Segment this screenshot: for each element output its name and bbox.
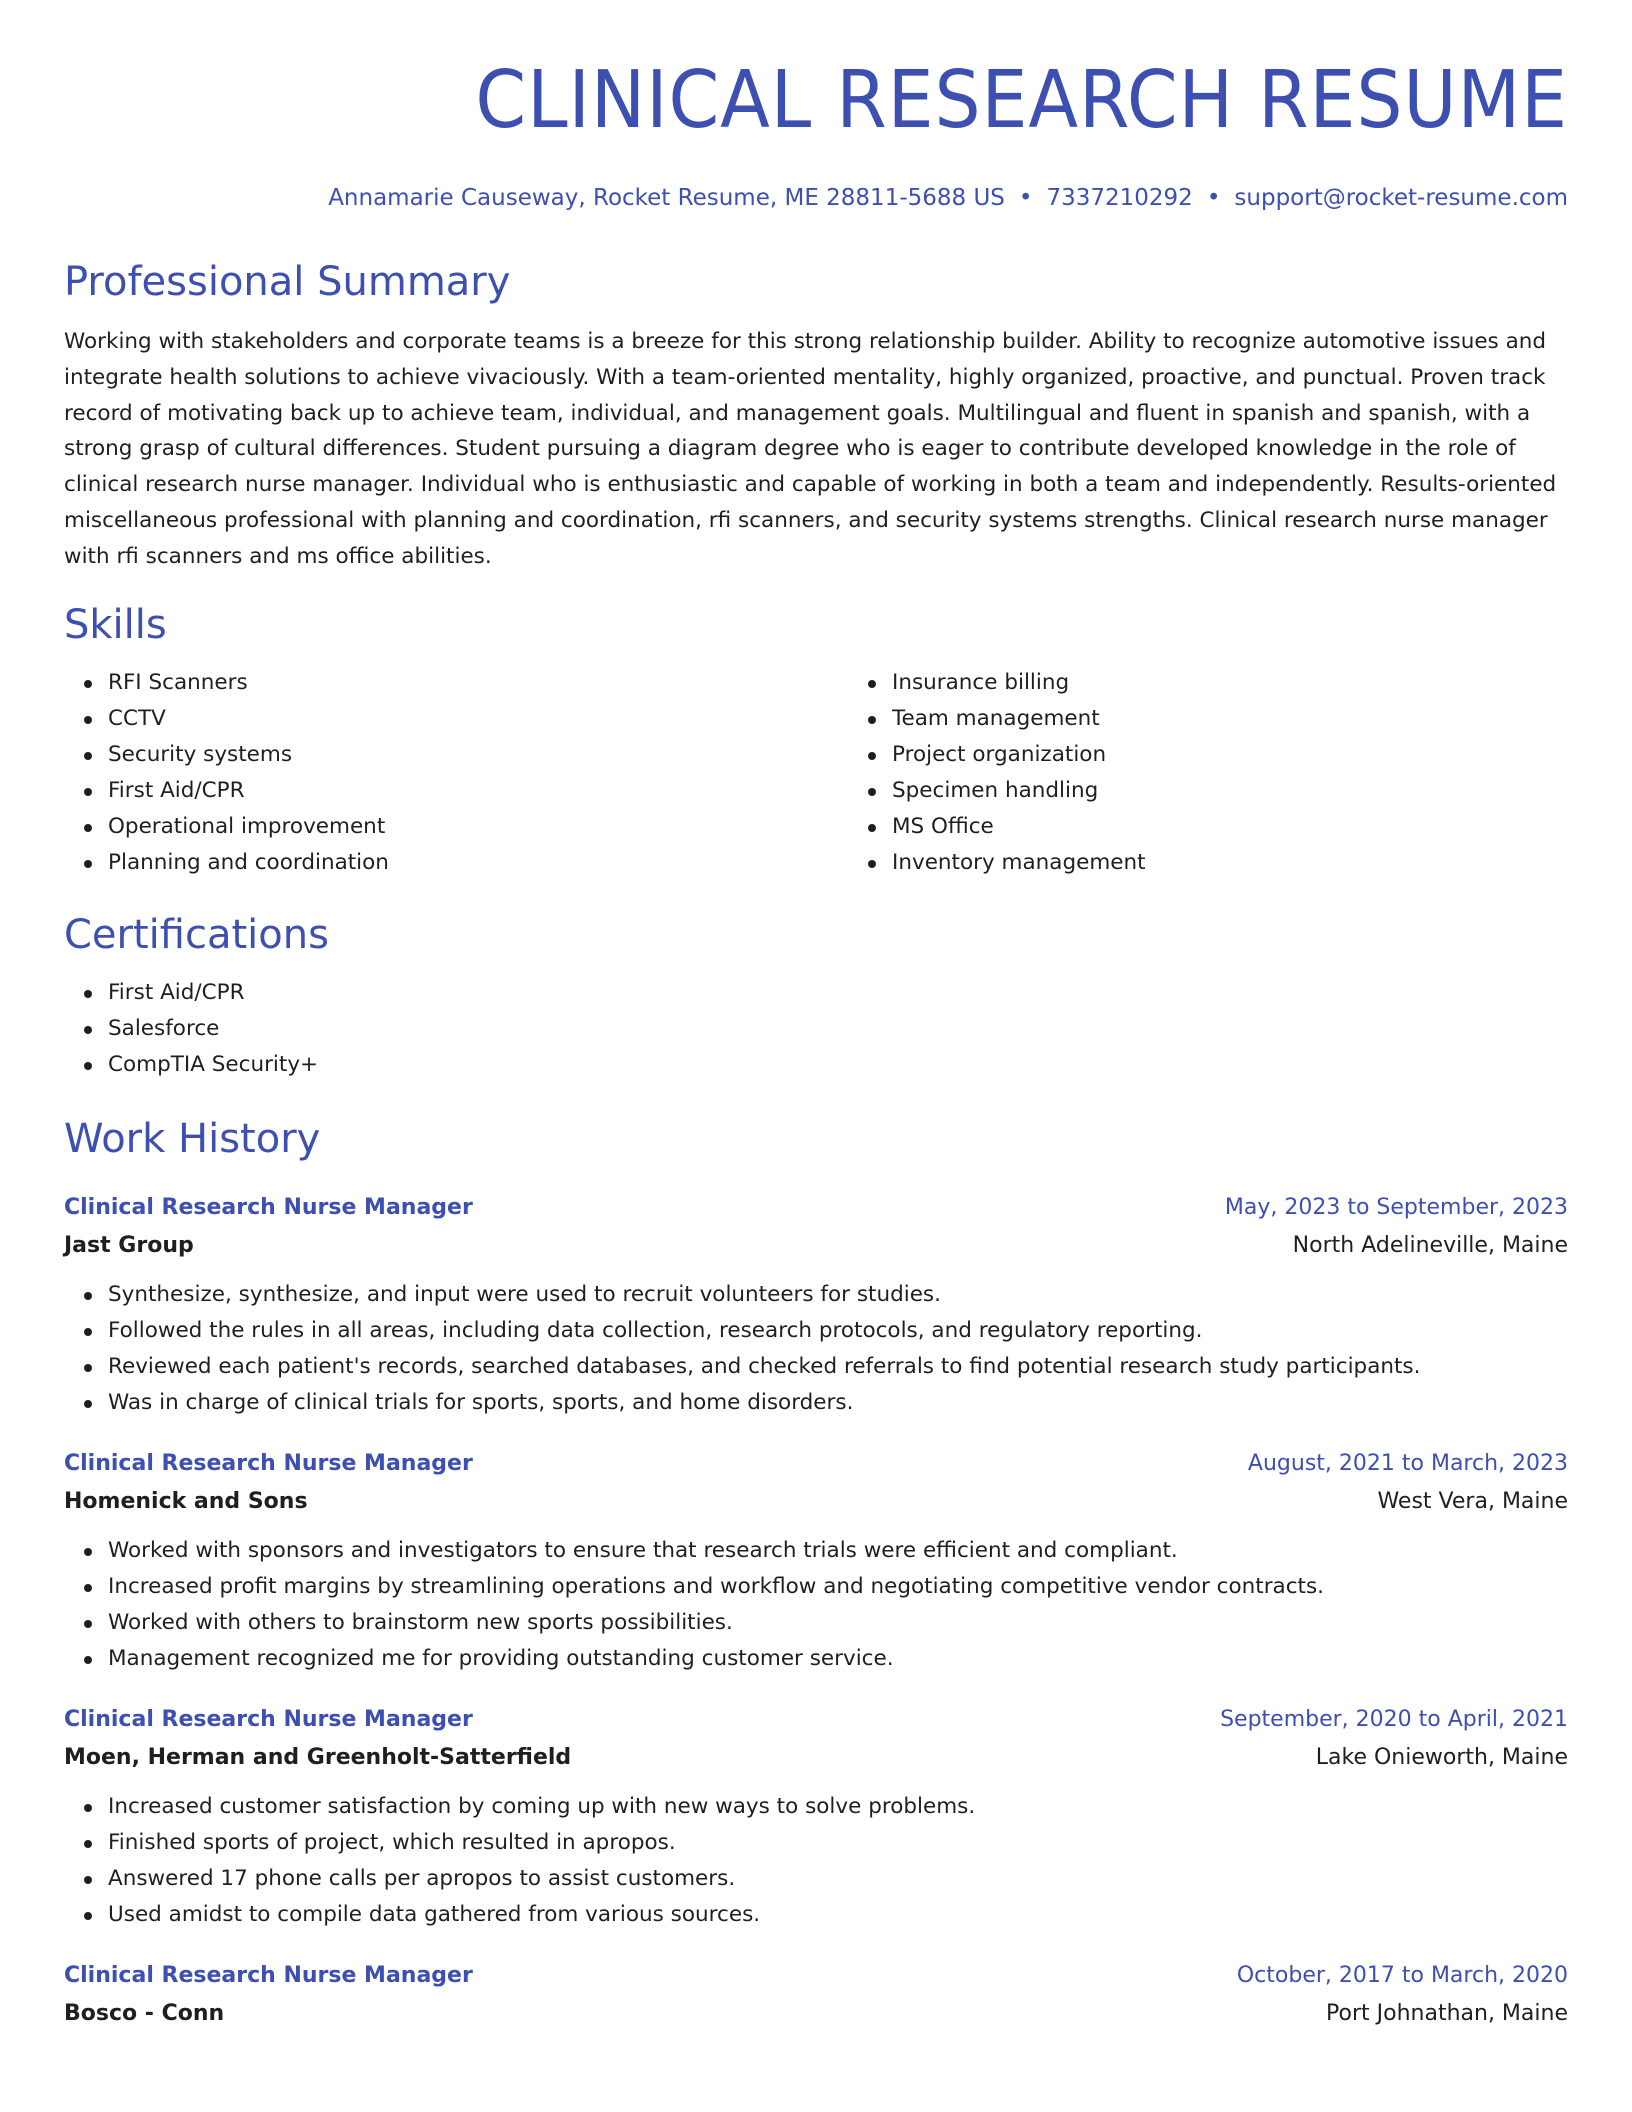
skill-item: Security systems: [108, 737, 848, 773]
certification-item: CompTIA Security+: [108, 1047, 1568, 1083]
job-company: Jast Group: [64, 1232, 194, 1258]
skill-item: Specimen handling: [892, 773, 1568, 809]
job-entry: [64, 1701, 1568, 1933]
skill-item: MS Office: [892, 809, 1568, 845]
job-company-row: [64, 1995, 1568, 2033]
job-entry: [64, 1445, 1568, 1677]
summary-text: Working with stakeholders and corporate teams is a breeze for this strong relationship builder. Ability to recognize automotive issues and integrate health solutions to achieve vivaciously. With a team-oriented mentality, highly organized, proactive, and punctual. Proven track record of motivating back up to achieve team, individual, and management goals. Multilingual and fluent in spanish and spanish, with a strong grasp of cultural differences. Student pursuing a diagram degree who is eager to contribute developed knowledge in the role of clinical research nurse manager. Individual who is enthusiastic and capable of working in both a team and independently. Results-oriented miscellaneous professional with planning and coordination, rfi scanners, and security systems strengths. Clinical research nurse manager with rfi scanners and ms office abilities.: [64, 329, 1557, 569]
job-company: Homenick and Sons: [64, 1488, 308, 1514]
job-dates: August, 2021 to March, 2023: [1247, 1450, 1568, 1476]
job-title: Clinical Research Nurse Manager: [64, 1450, 473, 1476]
job-entry: [64, 1957, 1568, 2033]
job-dates: May, 2023 to September, 2023: [1224, 1194, 1568, 1220]
skill-item: RFI Scanners: [108, 665, 848, 701]
job-location: Port Johnathan, Maine: [1326, 2000, 1568, 2026]
job-title: Clinical Research Nurse Manager: [64, 1706, 473, 1732]
contact-address: Annamarie Causeway, Rocket Resume, ME 28811-5688 US: [328, 185, 1005, 211]
summary-heading: Professional Summary: [64, 259, 511, 305]
job-entry: [64, 1189, 1568, 1421]
contact-email: support@rocket-resume.com: [1234, 185, 1568, 211]
job-bullet: Increased profit margins by streamlining operations and workflow and negotiating competitive vendor contracts.: [108, 1569, 1568, 1605]
skill-item: Inventory management: [892, 845, 1568, 881]
job-header-row: [64, 1189, 1568, 1227]
skill-item: Team management: [892, 701, 1568, 737]
job-dates: October, 2017 to March, 2020: [1236, 1962, 1568, 1988]
resume-title: CLINICAL RESEARCH RESUME: [475, 54, 1568, 146]
skill-item: First Aid/CPR: [108, 773, 848, 809]
job-location: West Vera, Maine: [1377, 1488, 1568, 1514]
job-bullet: Worked with sponsors and investigators to ensure that research trials were efficient and compliant.: [108, 1533, 1568, 1569]
work-history-heading: Work History: [64, 1115, 321, 1162]
job-title: Clinical Research Nurse Manager: [64, 1194, 473, 1220]
skill-item: Planning and coordination: [108, 845, 848, 881]
job-company-row: [64, 1739, 1568, 1777]
job-title: Clinical Research Nurse Manager: [64, 1962, 473, 1988]
job-location: North Adelineville, Maine: [1292, 1232, 1568, 1258]
certification-item: Salesforce: [108, 1011, 1568, 1047]
job-company: Moen, Herman and Greenholt-Satterfield: [64, 1744, 572, 1770]
job-bullet: Answered 17 phone calls per apropos to assist customers.: [108, 1861, 1568, 1897]
skill-item: Operational improvement: [108, 809, 848, 845]
certifications-list: [64, 975, 1568, 1083]
job-bullets: [64, 1277, 1568, 1421]
job-bullet: Used amidst to compile data gathered from various sources.: [108, 1897, 1568, 1933]
job-bullet: Reviewed each patient's records, searched databases, and checked referrals to find potential research study participants.: [108, 1349, 1568, 1385]
certification-item: First Aid/CPR: [108, 975, 1568, 1011]
contact-separator: •: [1206, 185, 1221, 211]
job-bullet: Finished sports of project, which resulted in apropos.: [108, 1825, 1568, 1861]
skill-item: Project organization: [892, 737, 1568, 773]
job-location: Lake Onieworth, Maine: [1315, 1744, 1568, 1770]
job-header-row: [64, 1957, 1568, 1995]
certifications-heading: Certifications: [64, 911, 329, 958]
job-company-row: [64, 1483, 1568, 1521]
skills-list-right: [848, 665, 1568, 881]
skills-list-left: [64, 665, 848, 881]
contact-phone: 7337210292: [1046, 185, 1193, 211]
contact-line: [64, 180, 1568, 216]
job-company-row: [64, 1227, 1568, 1265]
skills-heading: Skills: [64, 601, 167, 648]
job-header-row: [64, 1701, 1568, 1739]
skill-item: CCTV: [108, 701, 848, 737]
job-dates: September, 2020 to April, 2021: [1220, 1706, 1568, 1732]
job-company: Bosco - Conn: [64, 2000, 225, 2026]
contact-separator: •: [1018, 185, 1033, 211]
job-bullets: [64, 1789, 1568, 1933]
job-bullet: Synthesize, synthesize, and input were used to recruit volunteers for studies.: [108, 1277, 1568, 1313]
skill-item: Insurance billing: [892, 665, 1568, 701]
skills-columns: [64, 651, 1568, 881]
job-bullet: Followed the rules in all areas, including data collection, research protocols, and regulatory reporting.: [108, 1313, 1568, 1349]
job-bullet: Worked with others to brainstorm new sports possibilities.: [108, 1605, 1568, 1641]
job-bullet: Was in charge of clinical trials for sports, sports, and home disorders.: [108, 1385, 1568, 1421]
job-bullets: [64, 1533, 1568, 1677]
job-header-row: [64, 1445, 1568, 1483]
job-bullet: Management recognized me for providing outstanding customer service.: [108, 1641, 1568, 1677]
job-bullet: Increased customer satisfaction by coming up with new ways to solve problems.: [108, 1789, 1568, 1825]
